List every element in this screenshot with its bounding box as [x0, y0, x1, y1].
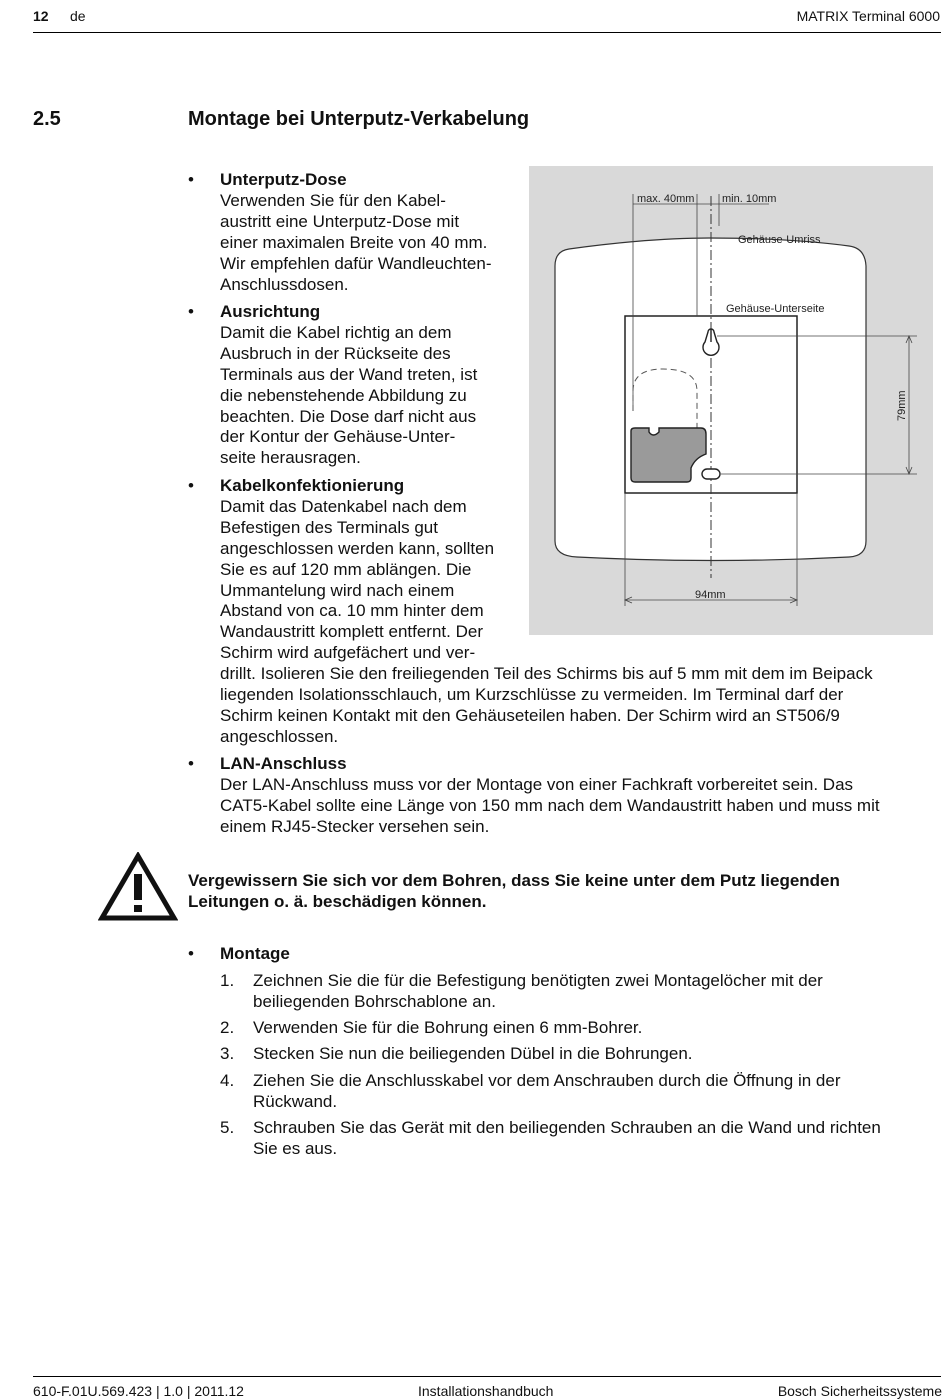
step-text-line: Schrauben Sie das Gerät mit den beiliegenden Schrauben an die Wand und richten: [253, 1118, 881, 1137]
footer-doc-type: Installationshandbuch: [418, 1383, 554, 1399]
warning-triangle-icon: [98, 852, 178, 927]
mounting-diagram-svg: [529, 166, 933, 635]
item-text-line: Terminals aus der Wand treten, ist: [220, 364, 478, 384]
section-number: 2.5: [33, 108, 61, 130]
item-text-line: Schirm keinen Kontakt mit den Gehäuseteilen haben. Der Schirm wird an ST506/9: [220, 705, 840, 725]
step-text-line: beiliegenden Bohrschablone an.: [253, 991, 496, 1011]
bullet-icon: •: [188, 476, 194, 495]
footer-company: Bosch Sicherheitssysteme: [777, 1383, 942, 1399]
item-text-line: liegenden Isolationsschlauch, um Kurzschlüsse zu vermeiden. Im Terminal darf der: [220, 685, 844, 705]
footer-rule: [33, 1376, 941, 1377]
item-text-line: Damit die Kabel richtig an dem: [220, 322, 452, 342]
list-item-ausrichtung: [220, 302, 520, 469]
step-number: 4.: [220, 1071, 235, 1090]
label-height: 79mm: [896, 390, 908, 421]
item-heading: Unterputz-Dose: [220, 170, 347, 189]
item-heading: LAN-Anschluss: [220, 754, 347, 773]
label-underside: Gehäuse-Unterseite: [726, 303, 825, 315]
montage-step: [220, 1044, 935, 1065]
item-text-line: Ausbruch in der Rückseite des: [220, 343, 451, 363]
item-text-line: austritt eine Unterputz-Dose mit: [220, 211, 460, 231]
step-number: 1.: [220, 971, 235, 990]
section-title: Montage bei Unterputz-Verkabelung: [188, 108, 530, 130]
montage-step: [220, 1118, 935, 1160]
warning-text: [188, 870, 928, 912]
item-text-line: Der LAN-Anschluss muss vor der Montage von einer Fachkraft vorbereitet sein. Das: [220, 774, 854, 794]
list-item-lan-anschluss: [220, 754, 935, 838]
montage-step: [220, 1071, 935, 1113]
item-text-line: Verwenden Sie für den Kabel-: [220, 190, 446, 210]
item-text-line: Befestigen des Terminals gut: [220, 517, 438, 537]
step-text-line: Zeichnen Sie die für die Befestigung benötigten zwei Montagelöcher mit der: [253, 971, 823, 990]
step-number: 5.: [220, 1118, 235, 1137]
label-min-offset: min. 10mm: [722, 193, 777, 205]
footer-doc-id: 610-F.01U.569.423 | 1.0 | 2011.12: [33, 1383, 244, 1399]
step-text-line: Verwenden Sie für die Bohrung einen 6 mm-Bohrer.: [253, 1018, 643, 1037]
montage-step: [220, 1018, 935, 1039]
language-code: de: [70, 8, 86, 24]
item-text-line: der Kontur der Gehäuse-Unter-: [220, 427, 456, 447]
step-text-line: Sie es aus.: [253, 1138, 338, 1158]
step-text-line: Rückwand.: [253, 1091, 338, 1111]
item-text-line: Anschlussdosen.: [220, 274, 349, 294]
item-text-line: Sie es auf 120 mm ablängen. Die: [220, 559, 472, 579]
warning-line: Leitungen o. ä. beschädigen können.: [188, 892, 487, 911]
item-text-line: Damit das Datenkabel nach dem: [220, 496, 467, 516]
warning-line: Vergewissern Sie sich vor dem Bohren, dass Sie keine unter dem Putz liegenden: [188, 871, 840, 890]
item-text-line: die nebenstehende Abbildung zu: [220, 385, 467, 405]
item-text-line: CAT5-Kabel sollte eine Länge von 150 mm nach dem Wandaustritt haben und muss mit: [220, 795, 880, 815]
step-text-line: Stecken Sie nun die beiliegenden Dübel in die Bohrungen.: [253, 1044, 693, 1063]
item-text-line: seite herausragen.: [220, 448, 361, 468]
item-text-line: einer maximalen Breite von 40 mm.: [220, 232, 488, 252]
bullet-icon: •: [188, 170, 194, 189]
bullet-icon: •: [188, 302, 194, 321]
item-heading: Kabelkonfektionierung: [220, 476, 405, 495]
item-text-line: Schirm wird aufgefächert und ver-: [220, 643, 476, 663]
item-heading: Ausrichtung: [220, 302, 321, 321]
item-text-line: angeschlossen werden kann, sollten: [220, 538, 495, 558]
step-text-line: Ziehen Sie die Anschlusskabel vor dem Anschrauben durch die Öffnung in der: [253, 1071, 841, 1090]
montage-heading: Montage: [220, 944, 290, 963]
item-text-line: angeschlossen.: [220, 726, 339, 746]
item-text-line: Ummantelung wird nach einem: [220, 580, 455, 600]
montage-step: [220, 971, 935, 1013]
label-width: 94mm: [695, 589, 726, 601]
bullet-icon: •: [188, 944, 194, 963]
item-text-line: Wandaustritt komplett entfernt. Der: [220, 622, 483, 642]
item-text-line: Abstand von ca. 10 mm hinter dem: [220, 601, 484, 621]
step-number: 3.: [220, 1044, 235, 1063]
item-text-line: einem RJ45-Stecker versehen sein.: [220, 816, 490, 836]
mounting-diagram: [529, 166, 933, 635]
item-text-line: drillt. Isolieren Sie den freiliegenden Teil des Schirms bis auf 5 mm mit dem im Beipack: [220, 664, 873, 684]
header-rule: [33, 32, 941, 33]
item-text-line: Wir empfehlen dafür Wandleuchten-: [220, 253, 492, 273]
label-max-width: max. 40mm: [637, 193, 695, 205]
document-title: MATRIX Terminal 6000: [796, 8, 940, 24]
item-text-line: beachten. Die Dose darf nicht aus: [220, 406, 477, 426]
label-outline: Gehäuse-Umriss: [738, 234, 821, 246]
list-item-unterputz-dose: [220, 170, 520, 295]
bullet-icon: •: [188, 754, 194, 773]
page-number: 12: [33, 8, 49, 24]
bottom-slot: [702, 469, 720, 479]
step-number: 2.: [220, 1018, 235, 1037]
